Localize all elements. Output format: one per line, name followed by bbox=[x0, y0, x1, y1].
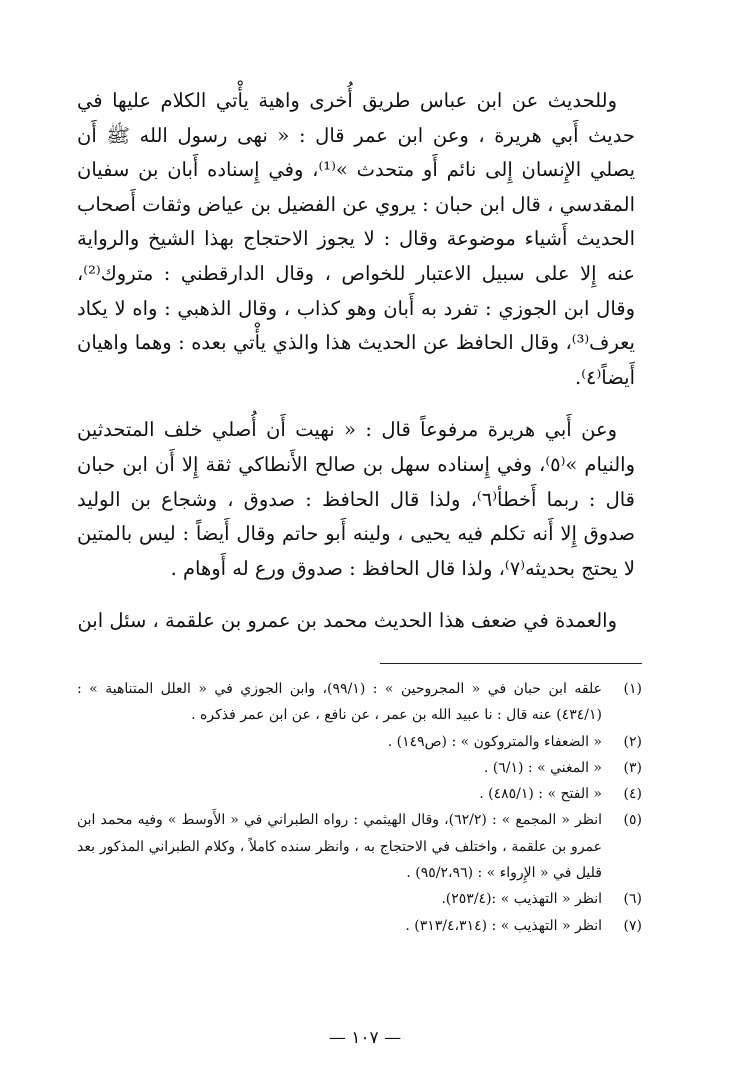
footnote-number: (٥) bbox=[623, 812, 642, 829]
footnote-item bbox=[77, 755, 642, 781]
footnote-item bbox=[77, 676, 642, 729]
footnote-separator bbox=[380, 663, 642, 664]
footnote-item bbox=[77, 729, 642, 755]
footnote-text: « الفتح » : (٤٨٥/١) . bbox=[479, 786, 602, 803]
footnote-item bbox=[77, 886, 642, 912]
footnote-text: علقه ابن حبان في « المجروحين » : (٩٩/١)، وابن الجوزي في « العلل المتناهية » : (٤٣٤/١) عنه قال : نا عبيد الله بن عمر ، عن نافع ، عن ابن عمر فذكره . bbox=[77, 681, 602, 724]
footnote-number: (٤) bbox=[623, 786, 642, 803]
footnote-text: « الضعفاء والمتروكون » : (ص١٤٩) . bbox=[387, 733, 602, 750]
footnote-number: (٧) bbox=[623, 917, 642, 934]
footnote-number: (١) bbox=[623, 681, 642, 697]
page-number: — ١٠٧ — bbox=[328, 1028, 402, 1048]
footnote-number: (٣) bbox=[623, 759, 642, 776]
footnote-item bbox=[77, 913, 642, 939]
main-text bbox=[77, 84, 635, 657]
footnote-text: انظر « التهذيب » :(٢٥٣/٤). bbox=[441, 891, 602, 908]
footnote-item bbox=[77, 807, 642, 886]
footnote-text: انظر « التهذيب » : (٣١٣/٤،٣١٤) . bbox=[405, 917, 602, 934]
footnote-item bbox=[77, 781, 642, 807]
footnotes-list bbox=[77, 676, 642, 939]
footnote-number: (٢) bbox=[623, 733, 642, 750]
footnote-text: « المغني » : (٦/١) . bbox=[483, 759, 602, 776]
paragraph-1: وللحديث عن ابن عباس طريق أُخرى واهية يأْتي الكلام عليها في حديث أَبي هريرة ، وعن ابن عمر قال : « نهى رسول الله ﷺ أَن يصلي الإِنسان إِلى نائم أَو متحدث »⁽¹⁾، وفي إِسناده أَبان بن سفيان المقدسي ، قال ابن حبان : يروي عن الفضيل بن عياض وثقات أَصحاب الحديث أَشياء موضوعة وقال : لا يجوز الاحتجاج بهذا الشيخ والرواية عنه إِلا على سبيل الاعتبار للخواص ، وقال الدارقطني : متروك⁽²⁾، وقال ابن الجوزي : تفرد به أَبان وهو كذاب ، وقال الذهبي : واه لا يكاد يعرف⁽³⁾، وقال الحافظ عن الحديث هذا والذي يأْتي بعده : وهما واهيان أَيضاً⁽٤⁾. bbox=[77, 89, 636, 389]
paragraph-3: والعمدة في ضعف هذا الحديث محمد بن عمرو بن علقمة ، سئل ابن bbox=[77, 609, 617, 633]
paragraph-2: وعن أَبي هريرة مرفوعاً قال : « نهيت أَن أُصلي خلف المتحدثين والنيام »⁽٥⁾، وفي إِسناده سهل بن صالح الأَنطاكي ثقة إِلا أَن ابن حبان قال : ربما أَخطأ⁽٦⁾، ولذا قال الحافظ : صدوق ، وشجاع بن الوليد صدوق إِلا أَنه تكلم فيه يحيى ، ولينه أَبو حاتم وقال أَيضاً : ليس بالمتين لا يحتج بحديثه⁽٧⁾، ولذا قال الحافظ : صدوق ورع له أَوهام . bbox=[77, 418, 636, 580]
footnote-text: انظر « المجمع » : (٦٢/٢)، وقال الهيثمي : رواه الطبراني في « الأَوسط » وفيه محمد ابن عمرو بن علقمة ، واختلف في الاحتجاج به ، وانظر سنده كاملاً ، وكلام الطبراني المذكور بعد قليل في « الإِرواء » : (٩٥/٢،٩٦) . bbox=[77, 812, 603, 882]
footnote-number: (٦) bbox=[623, 891, 642, 908]
